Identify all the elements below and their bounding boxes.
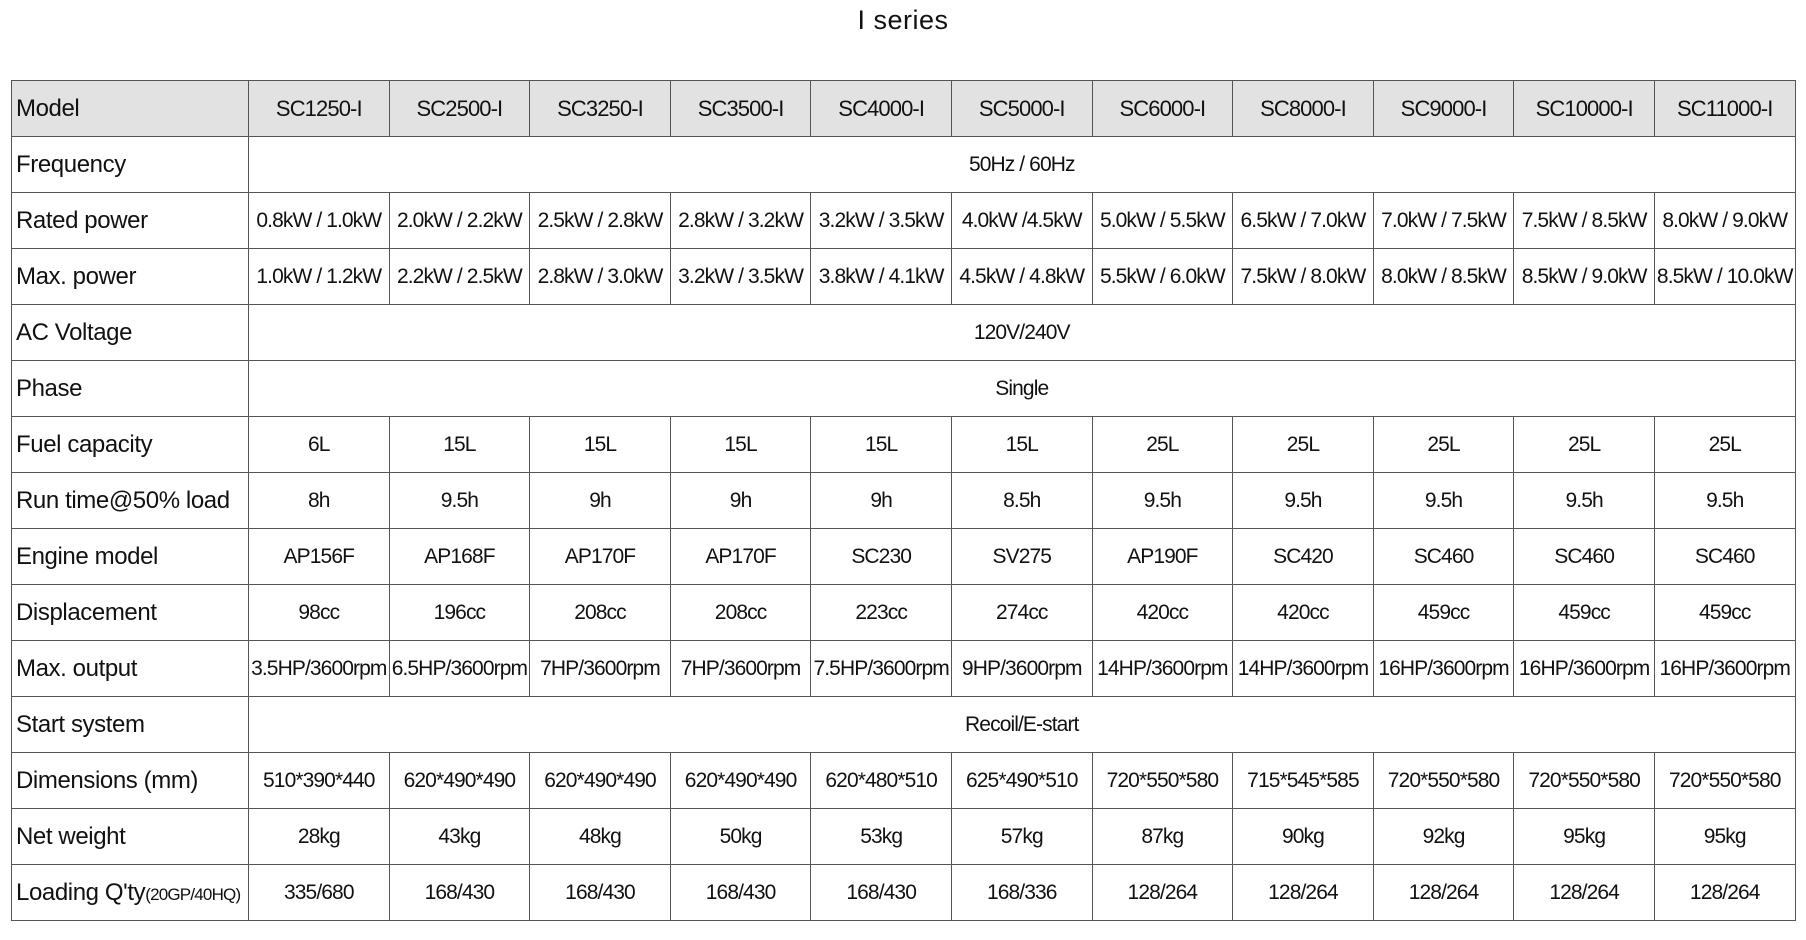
value-cell: SC420 (1233, 529, 1374, 585)
value-cell: 7HP/3600rpm (670, 641, 811, 697)
value-cell: 25L (1233, 417, 1374, 473)
page-title: I series (857, 5, 949, 35)
row-label (12, 361, 249, 417)
value-cell: 2.8kW / 3.2kW (670, 193, 811, 249)
value-cell: 459cc (1654, 585, 1795, 641)
value-cell: SC460 (1514, 529, 1655, 585)
model-header-cell: SC8000-I (1233, 81, 1374, 137)
value-cell: 223cc (811, 585, 952, 641)
value-cell: 3.5HP/3600rpm (249, 641, 390, 697)
row-label-text: Phase (16, 374, 83, 402)
row-label (12, 249, 249, 305)
row-label (12, 585, 249, 641)
value-cell: 15L (389, 417, 530, 473)
value-cell: 2.0kW / 2.2kW (389, 193, 530, 249)
value-cell: 720*550*580 (1654, 753, 1795, 809)
table-row (12, 529, 1796, 585)
row-label (12, 809, 249, 865)
value-cell: 7.5HP/3600rpm (811, 641, 952, 697)
value-cell: 6L (249, 417, 390, 473)
value-cell: 7.0kW / 7.5kW (1373, 193, 1514, 249)
value-cell: 720*550*580 (1092, 753, 1233, 809)
row-label-text: Displacement (16, 598, 157, 626)
value-cell: 87kg (1092, 809, 1233, 865)
row-label (12, 697, 249, 753)
value-cell: 98cc (249, 585, 390, 641)
row-label (12, 529, 249, 585)
row-label: Model (12, 81, 249, 137)
value-cell: AP156F (249, 529, 390, 585)
value-cell: 8.0kW / 9.0kW (1654, 193, 1795, 249)
value-cell: 8.5kW / 9.0kW (1514, 249, 1655, 305)
value-cell: 9h (530, 473, 671, 529)
value-cell: 6.5kW / 7.0kW (1233, 193, 1374, 249)
row-label-text: Rated power (16, 206, 148, 234)
value-cell: 128/264 (1373, 865, 1514, 921)
model-header-cell: SC3500-I (670, 81, 811, 137)
value-cell: 16HP/3600rpm (1654, 641, 1795, 697)
value-cell: 715*545*585 (1233, 753, 1374, 809)
value-cell: 168/430 (670, 865, 811, 921)
value-cell: 50kg (670, 809, 811, 865)
value-cell: 3.8kW / 4.1kW (811, 249, 952, 305)
value-cell: 8.5kW / 10.0kW (1654, 249, 1795, 305)
value-cell: 15L (811, 417, 952, 473)
table-row (12, 137, 1796, 193)
value-cell: 9.5h (1514, 473, 1655, 529)
table-row (12, 417, 1796, 473)
value-cell: 7.5kW / 8.5kW (1514, 193, 1655, 249)
merged-value-cell: 50Hz / 60Hz (249, 137, 1796, 193)
value-cell: 25L (1373, 417, 1514, 473)
value-cell: 168/430 (389, 865, 530, 921)
row-label-text: Net weight (16, 822, 126, 850)
model-header-cell: SC4000-I (811, 81, 952, 137)
table-row (12, 585, 1796, 641)
value-cell: 9.5h (1654, 473, 1795, 529)
value-cell: 3.2kW / 3.5kW (811, 193, 952, 249)
value-cell: 4.0kW /4.5kW (951, 193, 1092, 249)
value-cell: 92kg (1373, 809, 1514, 865)
spec-table-body (12, 81, 1796, 921)
row-label-text: Loading Q'ty (16, 878, 146, 906)
model-header-cell: SC1250-I (249, 81, 390, 137)
value-cell: 128/264 (1514, 865, 1655, 921)
merged-value-cell: 120V/240V (249, 305, 1796, 361)
value-cell: SC460 (1373, 529, 1514, 585)
merged-value-cell: Single (249, 361, 1796, 417)
value-cell: 9HP/3600rpm (951, 641, 1092, 697)
header-row (12, 81, 1796, 137)
value-cell: AP170F (530, 529, 671, 585)
value-cell: 25L (1514, 417, 1655, 473)
value-cell: 2.8kW / 3.0kW (530, 249, 671, 305)
value-cell: 25L (1092, 417, 1233, 473)
value-cell: 16HP/3600rpm (1514, 641, 1655, 697)
model-header-cell: SC5000-I (951, 81, 1092, 137)
value-cell: SC230 (811, 529, 952, 585)
model-header-cell: SC11000-I (1654, 81, 1795, 137)
value-cell: 95kg (1514, 809, 1655, 865)
row-label-note: (20GP/40HQ) (145, 884, 241, 904)
value-cell: 8h (249, 473, 390, 529)
value-cell: 16HP/3600rpm (1373, 641, 1514, 697)
value-cell: 420cc (1233, 585, 1374, 641)
row-label (12, 193, 249, 249)
model-header-cell: SC3250-I (530, 81, 671, 137)
value-cell: 420cc (1092, 585, 1233, 641)
value-cell: 208cc (530, 585, 671, 641)
value-cell: 43kg (389, 809, 530, 865)
row-label-text: Engine model (16, 542, 158, 570)
row-label-text: Dimensions (mm) (16, 766, 199, 794)
value-cell: 168/430 (811, 865, 952, 921)
merged-value-cell: Recoil/E-start (249, 697, 1796, 753)
table-row (12, 249, 1796, 305)
row-label-text: Frequency (16, 150, 126, 178)
value-cell: 335/680 (249, 865, 390, 921)
row-label (12, 417, 249, 473)
value-cell: SC460 (1654, 529, 1795, 585)
row-label-text: Max. power (16, 262, 137, 290)
table-row (12, 697, 1796, 753)
value-cell: 5.5kW / 6.0kW (1092, 249, 1233, 305)
spec-table (11, 80, 1796, 921)
value-cell: 9.5h (1092, 473, 1233, 529)
model-header-cell: SC10000-I (1514, 81, 1655, 137)
value-cell: 8.0kW / 8.5kW (1373, 249, 1514, 305)
value-cell: 459cc (1373, 585, 1514, 641)
row-label (12, 641, 249, 697)
value-cell: 15L (951, 417, 1092, 473)
value-cell: 9.5h (1373, 473, 1514, 529)
value-cell: 720*550*580 (1514, 753, 1655, 809)
table-row (12, 305, 1796, 361)
row-label (12, 753, 249, 809)
value-cell: 128/264 (1092, 865, 1233, 921)
model-header-cell: SC2500-I (389, 81, 530, 137)
row-label (12, 473, 249, 529)
value-cell: 168/430 (530, 865, 671, 921)
value-cell: 208cc (670, 585, 811, 641)
value-cell: 95kg (1654, 809, 1795, 865)
value-cell: 620*490*490 (530, 753, 671, 809)
value-cell: 7.5kW / 8.0kW (1233, 249, 1374, 305)
value-cell: 620*490*490 (670, 753, 811, 809)
row-label (12, 137, 249, 193)
value-cell: 25L (1654, 417, 1795, 473)
value-cell: 57kg (951, 809, 1092, 865)
row-label-text: Fuel capacity (16, 430, 153, 458)
value-cell: 9.5h (389, 473, 530, 529)
table-row (12, 641, 1796, 697)
table-row (12, 193, 1796, 249)
value-cell: 459cc (1514, 585, 1655, 641)
value-cell: 168/336 (951, 865, 1092, 921)
table-row (12, 473, 1796, 529)
row-label-text: Run time@50% load (16, 486, 230, 514)
value-cell: SV275 (951, 529, 1092, 585)
value-cell: 90kg (1233, 809, 1374, 865)
value-cell: 0.8kW / 1.0kW (249, 193, 390, 249)
value-cell: AP190F (1092, 529, 1233, 585)
value-cell: 5.0kW / 5.5kW (1092, 193, 1233, 249)
value-cell: 53kg (811, 809, 952, 865)
model-header-cell: SC6000-I (1092, 81, 1233, 137)
table-row (12, 753, 1796, 809)
value-cell: 3.2kW / 3.5kW (670, 249, 811, 305)
value-cell: 196cc (389, 585, 530, 641)
value-cell: 7HP/3600rpm (530, 641, 671, 697)
value-cell: 274cc (951, 585, 1092, 641)
value-cell: 14HP/3600rpm (1092, 641, 1233, 697)
row-label-text: Max. output (16, 654, 138, 682)
value-cell: 14HP/3600rpm (1233, 641, 1374, 697)
value-cell: 510*390*440 (249, 753, 390, 809)
value-cell: 28kg (249, 809, 390, 865)
value-cell: 9h (670, 473, 811, 529)
value-cell: 128/264 (1233, 865, 1374, 921)
row-label (12, 305, 249, 361)
row-label-text: Start system (16, 710, 145, 738)
value-cell: 2.2kW / 2.5kW (389, 249, 530, 305)
value-cell: 8.5h (951, 473, 1092, 529)
model-header-cell: SC9000-I (1373, 81, 1514, 137)
row-label (12, 865, 249, 921)
value-cell: 15L (530, 417, 671, 473)
value-cell: 720*550*580 (1373, 753, 1514, 809)
value-cell: 625*490*510 (951, 753, 1092, 809)
value-cell: 9.5h (1233, 473, 1374, 529)
value-cell: AP168F (389, 529, 530, 585)
value-cell: 6.5HP/3600rpm (389, 641, 530, 697)
table-row (12, 809, 1796, 865)
value-cell: AP170F (670, 529, 811, 585)
value-cell: 15L (670, 417, 811, 473)
row-label-text: AC Voltage (16, 318, 133, 346)
value-cell: 128/264 (1654, 865, 1795, 921)
value-cell: 4.5kW / 4.8kW (951, 249, 1092, 305)
value-cell: 9h (811, 473, 952, 529)
value-cell: 620*480*510 (811, 753, 952, 809)
value-cell: 620*490*490 (389, 753, 530, 809)
table-row (12, 361, 1796, 417)
value-cell: 1.0kW / 1.2kW (249, 249, 390, 305)
value-cell: 48kg (530, 809, 671, 865)
value-cell: 2.5kW / 2.8kW (530, 193, 671, 249)
table-row (12, 865, 1796, 921)
